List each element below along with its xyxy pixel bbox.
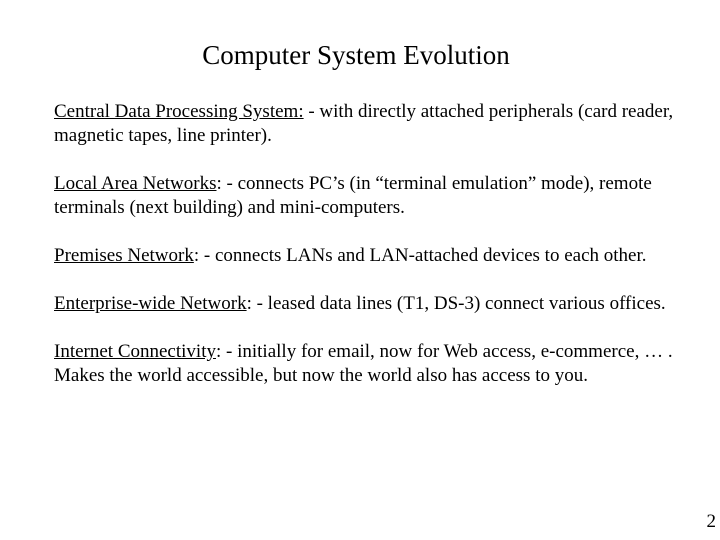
topic-central-data-processing xyxy=(54,100,674,148)
topic-term: Internet Connectivity xyxy=(54,341,216,362)
topic-local-area-networks xyxy=(54,172,674,220)
topic-description: : - leased data lines (T1, DS-3) connect various offices. xyxy=(246,293,666,314)
slide-title: Computer System Evolution xyxy=(202,40,510,70)
topic-description: - with directly attached peripherals (card reader, magnetic tapes, line printer). xyxy=(54,101,674,146)
topic-term: Central Data Processing System: xyxy=(54,101,304,122)
topic-description: : - connects PC’s (in “terminal emulation” mode), remote terminals (next building) and mini-computers. xyxy=(54,173,652,218)
topic-enterprise-wide-network xyxy=(54,292,674,316)
topic-description: : - initially for email, now for Web access, e-commerce, … . Makes the world accessible, but now the world also has access to you. xyxy=(54,341,673,386)
topic-premises-network xyxy=(54,244,674,268)
topic-term: Premises Network xyxy=(54,245,194,266)
topic-term: Enterprise-wide Network xyxy=(54,293,247,314)
topic-term: Local Area Networks xyxy=(54,173,217,194)
topic-internet-connectivity xyxy=(54,340,674,388)
topic-description: : - connects LANs and LAN-attached devices to each other. xyxy=(193,245,647,266)
page-number: 2 xyxy=(706,511,716,532)
topic-list xyxy=(54,100,674,412)
